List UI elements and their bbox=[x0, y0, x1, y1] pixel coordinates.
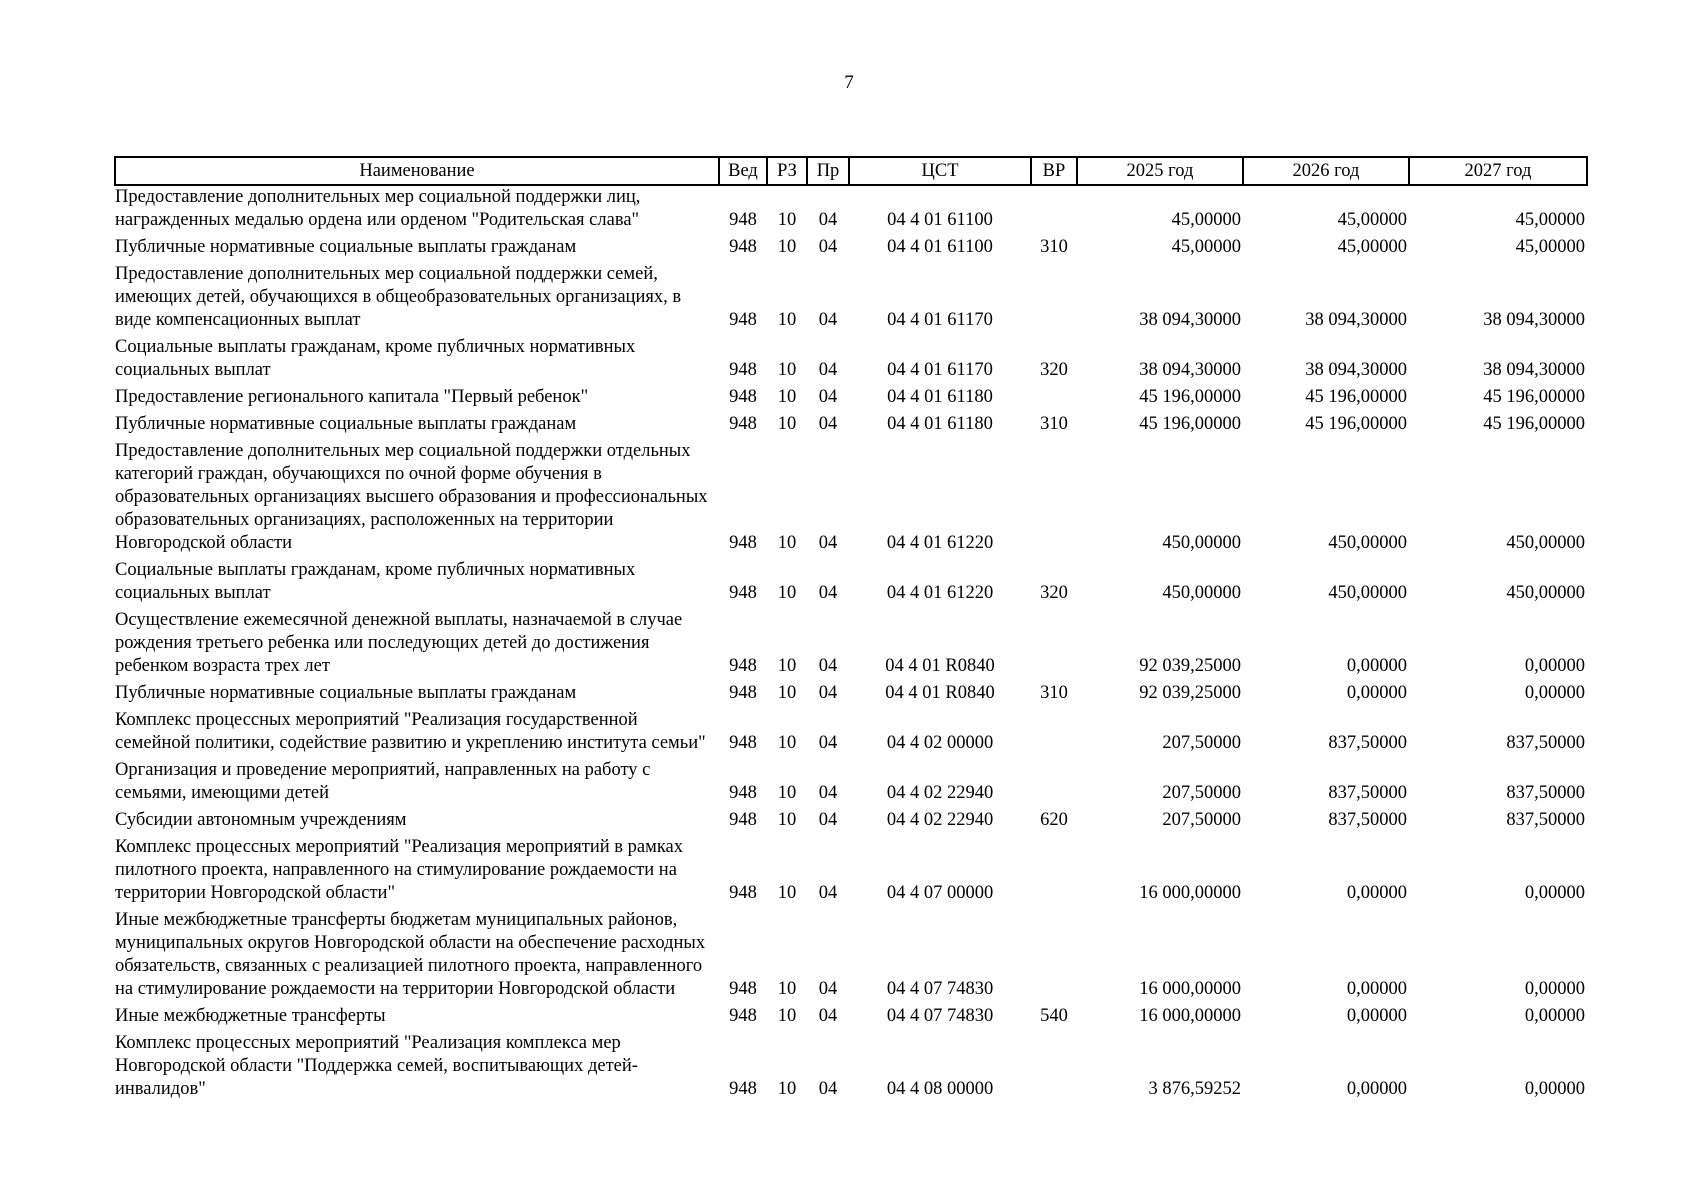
row-vr-cell: 540 bbox=[1040, 1006, 1068, 1026]
row-rz-cell: 10 bbox=[777, 783, 797, 803]
row-2025-cell: 45 196,00000 bbox=[1139, 387, 1241, 407]
row-2025-cell: 45,00000 bbox=[1171, 237, 1241, 257]
row-2027-cell: 38 094,30000 bbox=[1483, 310, 1585, 330]
row-vr-cell bbox=[1031, 836, 1077, 909]
row-vr-cell bbox=[1031, 759, 1077, 809]
row-2027-cell: 837,50000 bbox=[1506, 783, 1585, 803]
row-rz-cell: 10 bbox=[777, 683, 797, 703]
row-vr-cell: 310 bbox=[1040, 414, 1068, 434]
row-2025-cell: 3 876,59252 bbox=[1148, 1079, 1241, 1099]
row-rz-cell: 10 bbox=[777, 733, 797, 753]
row-ved-cell: 948 bbox=[729, 533, 757, 553]
row-ved-cell: 948 bbox=[729, 583, 757, 603]
row-pr-cell: 04 bbox=[818, 733, 838, 753]
row-rz-cell: 10 bbox=[777, 387, 797, 407]
table-row bbox=[115, 185, 1587, 236]
row-vr-cell bbox=[1031, 1032, 1077, 1105]
row-name-cell: Публичные нормативные социальные выплаты гражданам bbox=[115, 237, 577, 257]
row-vr-cell: 310 bbox=[1040, 237, 1068, 257]
row-2027-cell: 0,00000 bbox=[1524, 883, 1585, 903]
row-name-cell: Публичные нормативные социальные выплаты гражданам bbox=[115, 414, 577, 434]
row-cst-cell: 04 4 07 74830 bbox=[886, 979, 994, 999]
row-pr-cell: 04 bbox=[818, 1079, 838, 1099]
row-pr-cell: 04 bbox=[818, 414, 838, 434]
row-vr-cell bbox=[1031, 263, 1077, 336]
row-rz-cell: 10 bbox=[777, 310, 797, 330]
row-ved-cell: 948 bbox=[729, 883, 757, 903]
row-2027-cell: 837,50000 bbox=[1506, 733, 1585, 753]
row-pr-cell: 04 bbox=[818, 310, 838, 330]
row-cst-cell: 04 4 08 00000 bbox=[886, 1079, 994, 1099]
row-cst-cell: 04 4 01 61180 bbox=[887, 387, 993, 407]
table-body bbox=[115, 185, 1587, 1105]
row-2026-cell: 450,00000 bbox=[1328, 533, 1407, 553]
row-2025-cell: 207,50000 bbox=[1162, 810, 1241, 830]
row-cst-cell: 04 4 07 74830 bbox=[886, 1006, 994, 1026]
row-rz-cell: 10 bbox=[777, 414, 797, 434]
row-name-cell: Предоставление дополнительных мер социальной поддержки семей, имеющих детей, обучающихся в общеобразовательных организациях, в виде компенсационных выплат bbox=[115, 264, 682, 330]
row-ved-cell: 948 bbox=[729, 656, 757, 676]
row-2025-cell: 45 196,00000 bbox=[1139, 414, 1241, 434]
row-pr-cell: 04 bbox=[818, 656, 838, 676]
row-cst-cell: 04 4 01 61100 bbox=[887, 237, 993, 257]
row-2026-cell: 45,00000 bbox=[1337, 210, 1407, 230]
budget-table bbox=[114, 156, 1588, 1105]
table-row bbox=[115, 759, 1587, 809]
row-vr-cell: 320 bbox=[1040, 360, 1068, 380]
row-2025-cell: 450,00000 bbox=[1162, 533, 1241, 553]
row-2026-cell: 0,00000 bbox=[1346, 979, 1407, 999]
header-2027: 2027 год bbox=[1409, 157, 1587, 185]
header-cst: ЦСТ bbox=[849, 157, 1031, 185]
row-rz-cell: 10 bbox=[777, 1006, 797, 1026]
row-2027-cell: 45,00000 bbox=[1515, 210, 1585, 230]
row-ved-cell: 948 bbox=[729, 810, 757, 830]
table-row bbox=[115, 413, 1587, 440]
row-name-cell: Социальные выплаты гражданам, кроме публичных нормативных социальных выплат bbox=[115, 337, 636, 380]
row-2026-cell: 0,00000 bbox=[1346, 1079, 1407, 1099]
row-2026-cell: 450,00000 bbox=[1328, 583, 1407, 603]
row-vr-cell bbox=[1031, 609, 1077, 682]
row-vr-cell bbox=[1031, 185, 1077, 236]
row-pr-cell: 04 bbox=[818, 810, 838, 830]
row-2025-cell: 92 039,25000 bbox=[1139, 656, 1241, 676]
row-rz-cell: 10 bbox=[777, 210, 797, 230]
row-cst-cell: 04 4 01 61220 bbox=[886, 583, 994, 603]
row-2027-cell: 45 196,00000 bbox=[1483, 414, 1585, 434]
row-2027-cell: 0,00000 bbox=[1524, 979, 1585, 999]
header-2025: 2025 год bbox=[1077, 157, 1243, 185]
row-2026-cell: 837,50000 bbox=[1328, 733, 1407, 753]
row-name-cell: Организация и проведение мероприятий, направленных на работу с семьями, имеющими детей bbox=[115, 760, 651, 803]
row-2026-cell: 837,50000 bbox=[1328, 810, 1407, 830]
row-rz-cell: 10 bbox=[777, 533, 797, 553]
row-pr-cell: 04 bbox=[818, 237, 838, 257]
row-rz-cell: 10 bbox=[777, 656, 797, 676]
row-rz-cell: 10 bbox=[777, 883, 797, 903]
header-name: Наименование bbox=[115, 157, 719, 185]
table-row bbox=[115, 559, 1587, 609]
row-ved-cell: 948 bbox=[729, 310, 757, 330]
row-2026-cell: 45 196,00000 bbox=[1305, 414, 1407, 434]
header-rz: РЗ bbox=[767, 157, 807, 185]
table-row bbox=[115, 909, 1587, 1005]
row-cst-cell: 04 4 01 R0840 bbox=[885, 656, 995, 676]
row-vr-cell: 320 bbox=[1040, 583, 1068, 603]
row-vr-cell bbox=[1031, 709, 1077, 759]
row-cst-cell: 04 4 01 61220 bbox=[886, 533, 994, 553]
row-2026-cell: 38 094,30000 bbox=[1305, 310, 1407, 330]
row-2026-cell: 0,00000 bbox=[1346, 883, 1407, 903]
row-pr-cell: 04 bbox=[818, 883, 838, 903]
row-2027-cell: 45,00000 bbox=[1515, 237, 1585, 257]
row-cst-cell: 04 4 02 00000 bbox=[886, 733, 994, 753]
row-2025-cell: 450,00000 bbox=[1162, 583, 1241, 603]
row-vr-cell bbox=[1031, 909, 1077, 1005]
row-pr-cell: 04 bbox=[818, 360, 838, 380]
header-vr: ВР bbox=[1031, 157, 1077, 185]
row-2027-cell: 0,00000 bbox=[1524, 1079, 1585, 1099]
page-number: 7 bbox=[844, 72, 854, 93]
row-cst-cell: 04 4 02 22940 bbox=[886, 810, 994, 830]
header-2026: 2026 год bbox=[1243, 157, 1409, 185]
row-pr-cell: 04 bbox=[818, 583, 838, 603]
row-cst-cell: 04 4 07 00000 bbox=[886, 883, 994, 903]
row-name-cell: Предоставление дополнительных мер социальной поддержки лиц, награжденных медалью ордена или орденом "Родительская слава" bbox=[115, 187, 641, 230]
row-rz-cell: 10 bbox=[777, 583, 797, 603]
table-row bbox=[115, 709, 1587, 759]
row-2027-cell: 38 094,30000 bbox=[1483, 360, 1585, 380]
row-rz-cell: 10 bbox=[777, 810, 797, 830]
row-2025-cell: 16 000,00000 bbox=[1139, 883, 1241, 903]
table-row bbox=[115, 263, 1587, 336]
row-name-cell: Комплекс процессных мероприятий "Реализация комплекса мер Новгородской области "Поддержка семей, воспитывающих детей-инвалидов" bbox=[115, 1033, 638, 1099]
row-2027-cell: 0,00000 bbox=[1524, 1006, 1585, 1026]
row-pr-cell: 04 bbox=[818, 683, 838, 703]
row-pr-cell: 04 bbox=[818, 1006, 838, 1026]
row-2027-cell: 837,50000 bbox=[1506, 810, 1585, 830]
row-2026-cell: 45 196,00000 bbox=[1305, 387, 1407, 407]
row-name-cell: Социальные выплаты гражданам, кроме публичных нормативных социальных выплат bbox=[115, 560, 636, 603]
row-2025-cell: 45,00000 bbox=[1171, 210, 1241, 230]
row-2025-cell: 38 094,30000 bbox=[1139, 360, 1241, 380]
row-vr-cell: 620 bbox=[1040, 810, 1068, 830]
row-rz-cell: 10 bbox=[777, 1079, 797, 1099]
row-pr-cell: 04 bbox=[818, 533, 838, 553]
row-name-cell: Комплекс процессных мероприятий "Реализация государственной семейной политики, содействие развитию и укреплению института семьи" bbox=[115, 710, 706, 753]
row-2026-cell: 837,50000 bbox=[1328, 783, 1407, 803]
row-2025-cell: 92 039,25000 bbox=[1139, 683, 1241, 703]
row-ved-cell: 948 bbox=[729, 733, 757, 753]
header-ved: Вед bbox=[719, 157, 767, 185]
row-2027-cell: 0,00000 bbox=[1524, 656, 1585, 676]
row-name-cell: Осуществление ежемесячной денежной выплаты, назначаемой в случае рождения третьего ребенка или последующих детей до достижения ребенком возраста трех лет bbox=[115, 610, 683, 676]
row-2027-cell: 450,00000 bbox=[1506, 583, 1585, 603]
row-name-cell: Иные межбюджетные трансферты бюджетам муниципальных районов, муниципальных округов Новгородской области на обеспечение расходных обязательств, связанных с реализацией пилотного проекта, направленного на стимулирование рождаемости на территории Новгородской области bbox=[115, 910, 706, 999]
row-vr-cell bbox=[1031, 386, 1077, 413]
row-rz-cell: 10 bbox=[777, 979, 797, 999]
row-vr-cell: 310 bbox=[1040, 683, 1068, 703]
row-2025-cell: 207,50000 bbox=[1162, 783, 1241, 803]
table-row bbox=[115, 1032, 1587, 1105]
row-2026-cell: 0,00000 bbox=[1346, 1006, 1407, 1026]
row-name-cell: Предоставление дополнительных мер социальной поддержки отдельных категорий граждан, обучающихся по очной форме обучения в образовательных организациях высшего образования и профессиональных образовательных организациях, расположенных на территории Новгородской области bbox=[115, 441, 708, 553]
table-header-row bbox=[115, 157, 1587, 185]
row-2026-cell: 0,00000 bbox=[1346, 656, 1407, 676]
row-name-cell: Субсидии автономным учреждениям bbox=[115, 810, 407, 830]
row-name-cell: Комплекс процессных мероприятий "Реализация мероприятий в рамках пилотного проекта, направленного на стимулирование рождаемости на территории Новгородской области" bbox=[115, 837, 683, 903]
row-ved-cell: 948 bbox=[729, 360, 757, 380]
row-ved-cell: 948 bbox=[729, 683, 757, 703]
row-2027-cell: 0,00000 bbox=[1524, 683, 1585, 703]
row-cst-cell: 04 4 01 61180 bbox=[887, 414, 993, 434]
row-name-cell: Иные межбюджетные трансферты bbox=[115, 1006, 386, 1026]
row-ved-cell: 948 bbox=[729, 1006, 757, 1026]
row-2027-cell: 45 196,00000 bbox=[1483, 387, 1585, 407]
row-rz-cell: 10 bbox=[777, 237, 797, 257]
row-ved-cell: 948 bbox=[729, 979, 757, 999]
row-cst-cell: 04 4 01 61170 bbox=[887, 360, 993, 380]
table-row bbox=[115, 336, 1587, 386]
header-pr: Пр bbox=[807, 157, 849, 185]
row-pr-cell: 04 bbox=[818, 783, 838, 803]
table-row bbox=[115, 1005, 1587, 1032]
table-row bbox=[115, 809, 1587, 836]
row-ved-cell: 948 bbox=[729, 210, 757, 230]
table-row bbox=[115, 236, 1587, 263]
table-row bbox=[115, 609, 1587, 682]
row-name-cell: Публичные нормативные социальные выплаты гражданам bbox=[115, 683, 577, 703]
row-ved-cell: 948 bbox=[729, 387, 757, 407]
row-2025-cell: 16 000,00000 bbox=[1139, 979, 1241, 999]
table-row bbox=[115, 440, 1587, 559]
row-name-cell: Предоставление регионального капитала "Первый ребенок" bbox=[115, 387, 589, 407]
table-row bbox=[115, 682, 1587, 709]
row-2025-cell: 38 094,30000 bbox=[1139, 310, 1241, 330]
row-rz-cell: 10 bbox=[777, 360, 797, 380]
row-pr-cell: 04 bbox=[818, 210, 838, 230]
row-ved-cell: 948 bbox=[729, 414, 757, 434]
row-cst-cell: 04 4 01 61170 bbox=[887, 310, 993, 330]
row-cst-cell: 04 4 01 61100 bbox=[887, 210, 993, 230]
table-row bbox=[115, 836, 1587, 909]
row-pr-cell: 04 bbox=[818, 979, 838, 999]
row-2027-cell: 450,00000 bbox=[1506, 533, 1585, 553]
table-row bbox=[115, 386, 1587, 413]
row-cst-cell: 04 4 02 22940 bbox=[886, 783, 994, 803]
row-cst-cell: 04 4 01 R0840 bbox=[885, 683, 995, 703]
row-ved-cell: 948 bbox=[729, 1079, 757, 1099]
row-2026-cell: 0,00000 bbox=[1346, 683, 1407, 703]
row-2026-cell: 38 094,30000 bbox=[1305, 360, 1407, 380]
row-ved-cell: 948 bbox=[729, 783, 757, 803]
row-2025-cell: 16 000,00000 bbox=[1139, 1006, 1241, 1026]
row-ved-cell: 948 bbox=[729, 237, 757, 257]
row-vr-cell bbox=[1031, 440, 1077, 559]
row-pr-cell: 04 bbox=[818, 387, 838, 407]
row-2026-cell: 45,00000 bbox=[1337, 237, 1407, 257]
row-2025-cell: 207,50000 bbox=[1162, 733, 1241, 753]
